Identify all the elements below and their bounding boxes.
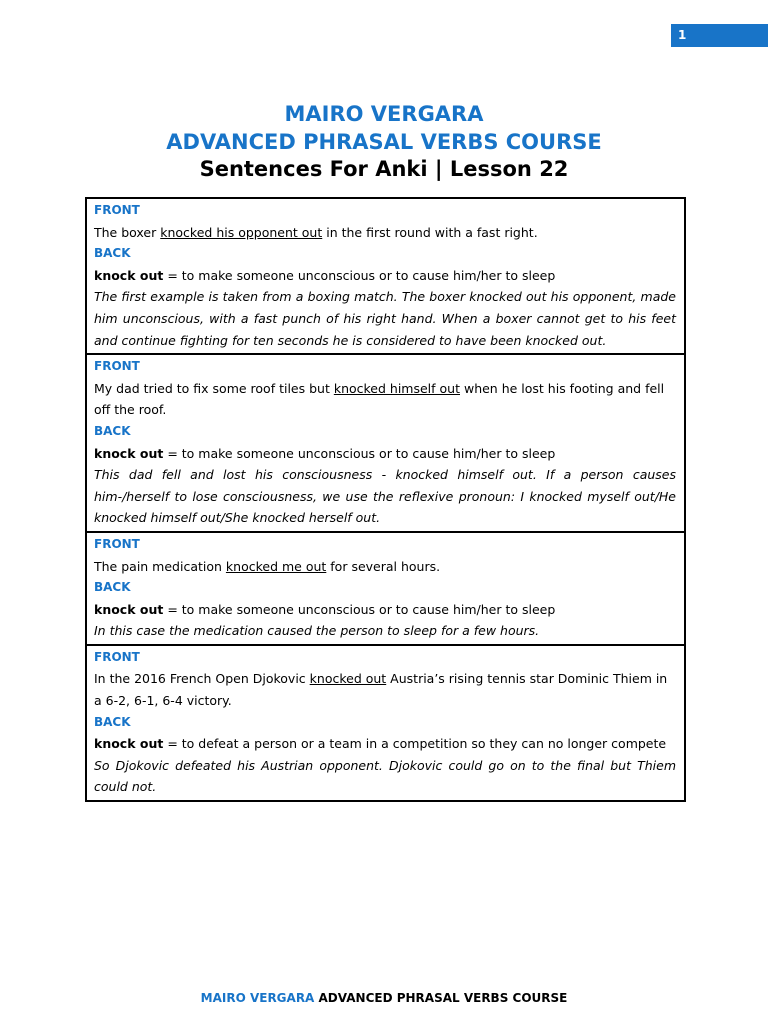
flashcard: [87, 199, 684, 355]
phrasal-verb-highlight: knocked his opponent out: [160, 224, 323, 240]
term: knock out: [94, 601, 164, 617]
example-sentence: My dad tried to fix some roof tiles but knocked himself out when he lost his footing and fell off the roof.: [94, 380, 665, 418]
footer-course: ADVANCED PHRASAL VERBS COURSE: [314, 991, 568, 1005]
example-sentence: The boxer knocked his opponent out in the first round with a fast right.: [94, 224, 538, 240]
explanation: This dad fell and lost his consciousness - knocked himself out. If a person causes him-/herself to lose consciousness, we use the reflexive pronoun: I knocked myself out/He knocked himself out/She knocked herself out.: [94, 467, 676, 526]
term: knock out: [94, 736, 164, 752]
phrasal-verb-highlight: knocked out: [309, 671, 387, 687]
author-title: MAIRO VERGARA: [284, 102, 484, 126]
phrasal-verb-highlight: knocked me out: [225, 558, 327, 574]
definition: knock out = to defeat a person or a team in a competition so they can no longer compete: [94, 736, 667, 752]
flashcard: [87, 646, 684, 802]
front-label: FRONT: [94, 203, 140, 217]
explanation: The first example is taken from a boxing match. The boxer knocked out his opponent, made him unconscious, with a fast punch of his right hand. When a boxer cannot get to his feet and continue fighting for ten seconds he is considered to have been knocked out.: [94, 289, 676, 348]
explanation: So Djokovic defeated his Austrian opponent. Djokovic could go on to the final but Thiem could not.: [94, 757, 676, 795]
term: knock out: [94, 267, 164, 283]
phrasal-verb-highlight: knocked himself out: [333, 380, 460, 396]
front-label: FRONT: [94, 359, 140, 374]
front-label: FRONT: [94, 536, 140, 551]
back-label: BACK: [94, 246, 131, 261]
course-title: ADVANCED PHRASAL VERBS COURSE: [166, 130, 602, 154]
footer-brand: MAIRO VERGARA: [200, 991, 315, 1005]
front-label: FRONT: [94, 649, 140, 664]
flashcard: [87, 355, 684, 533]
example-sentence: The pain medication knocked me out for several hours.: [94, 558, 441, 574]
example-sentence: In the 2016 French Open Djokovic knocked out Austria’s rising tennis star Dominic Thiem in a 6-2, 6-1, 6-4 victory.: [94, 671, 668, 709]
back-label: BACK: [94, 714, 131, 729]
definition: knock out = to make someone unconscious or to cause him/her to sleep: [94, 601, 556, 617]
flashcard-list: [85, 197, 686, 802]
back-label: BACK: [94, 580, 131, 595]
lesson-title: Sentences For Anki | Lesson 22: [199, 157, 569, 181]
page-footer: [0, 991, 768, 1005]
explanation: In this case the medication caused the person to sleep for a few hours.: [94, 623, 540, 639]
back-label: BACK: [94, 423, 131, 438]
page-number-badge: 1: [671, 24, 768, 47]
flashcard: [87, 533, 684, 646]
definition: knock out = to make someone unconscious or to cause him/her to sleep: [94, 445, 556, 461]
definition: knock out = to make someone unconscious or to cause him/her to sleep: [94, 267, 556, 283]
term: knock out: [94, 445, 164, 461]
